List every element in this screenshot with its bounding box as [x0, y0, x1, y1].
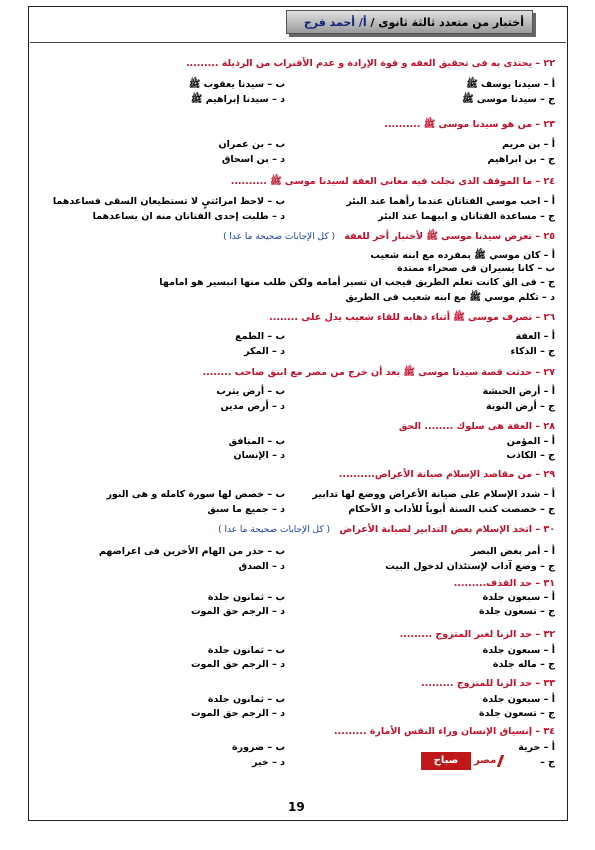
page-number: 19 — [288, 800, 305, 814]
option-c: ج – الكاذب — [506, 450, 555, 461]
option-c: ج – خصصت كتب السنة أبوباً للأداب و الأحكام — [348, 504, 555, 515]
option-a: أ – سبعون جلدة — [482, 694, 555, 705]
question-number: ٢٤ – — [535, 176, 555, 187]
option-d: د – تكلم موسي ﷺ مع ابنه شعيب فى الطريق — [345, 292, 555, 303]
option-b: ب – سيدنا يعقوب ﷺ — [188, 79, 285, 90]
option-b: ب – المنافق — [228, 436, 285, 447]
option-b: ب – ثمانون جلدة — [207, 694, 285, 705]
page-header — [286, 10, 533, 34]
question-24 — [231, 175, 555, 189]
option-d: د – الصدق — [238, 561, 285, 572]
option-a: أ – أمر بغض البصر — [470, 546, 555, 557]
question-29 — [339, 469, 555, 480]
option-a: أ – سيدنا يوسف ﷺ — [466, 79, 555, 90]
option-a: أ – شدد الإسلام على صيانة الأعراض ووضع لها تدابير — [312, 489, 555, 500]
option-b: ب – ثمانون جلدة — [207, 645, 285, 656]
option-d: د – طلبت إحدى الفتاتان منه ان يساعدهما — [92, 211, 285, 222]
question-note: ( كل الإجابات صحيحة ما عدا ) — [218, 525, 330, 535]
option-c: ج – فى الق كانت تعلم الطريق فيجب ان تسير أمامه ولكن طلب منها انيسير هو امامها — [159, 277, 555, 288]
question-33 — [421, 678, 555, 689]
option-b: ب – كانا يسيران فى صحراء ممتدة — [397, 263, 555, 274]
question-text: إنسياق الإنسان وراء النفس الأمارة ......... — [334, 726, 533, 737]
option-a: أ – العفة — [515, 331, 555, 342]
option-a: أ – كان موسي ﷺ بمفرده مع ابنه شعيب — [370, 250, 555, 261]
question-note: ( كل الإجابات صحيحة ما عدا ) — [223, 232, 335, 242]
option-a: أ – احب موسي الفتاتان عندما رأهما عند البئر — [346, 196, 555, 207]
question-text: حد الزنا للمتزوج ......... — [421, 678, 533, 689]
question-number: ٣٠ – — [535, 524, 555, 535]
question-text: يحتذى به فى تحقيق العفه و قوة الإرادة و عدم الأقتراب من الرذيلة ......... — [185, 58, 533, 69]
question-number: ٢٥ – — [535, 231, 555, 242]
question-34 — [334, 726, 555, 737]
option-d: د – أرض مدين — [220, 401, 285, 412]
option-d: د – بن اسحاق — [221, 154, 285, 165]
option-b: ب – خصص لها سورة كامله و هى النور — [106, 489, 285, 500]
option-a: أ – حرية — [518, 742, 555, 753]
option-a: أ – سبعون جلدة — [482, 645, 555, 656]
option-d: د – الإنسان — [233, 450, 285, 461]
option-c: ج – وضع آداب لإستئذان لدخول البيت — [385, 561, 555, 572]
option-d: د – خير — [252, 757, 285, 768]
question-31 — [454, 578, 555, 589]
option-d: د – جميع ما سبق — [207, 504, 285, 515]
option-a: أ – المؤمن — [506, 436, 555, 447]
question-text: تعرض سيدنا موسى ﷺ لأختبار أخر للعفة — [344, 231, 533, 242]
question-number: ٢٩ – — [535, 469, 555, 480]
watermark-logo — [421, 752, 521, 770]
option-c: ج – ماله جلدة — [492, 659, 555, 670]
option-d: د – الرجم حق الموت — [191, 606, 285, 617]
question-text: من مقاصد الإسلام صيانة الأعراض.......... — [338, 469, 533, 480]
option-c: ج – مساعدة الفتاتان و ابيهما عند البئر — [378, 211, 555, 222]
question-text: حدثت قصة سيدنا موسى ﷺ بعد أن خرج من مصر مع ابنق صاحب ........ — [202, 367, 533, 378]
header-author: أ/ أحمد فرج — [303, 16, 367, 29]
question-26 — [269, 311, 555, 325]
top-divider — [30, 42, 566, 43]
option-d: د – الرجم حق الموت — [191, 659, 285, 670]
question-text: حد القذف......... — [453, 578, 533, 589]
question-number: ٣٣ – — [535, 678, 555, 689]
option-c: ج – أرض النوبة — [485, 401, 555, 412]
option-d: د – المكر — [244, 346, 285, 357]
header-title: أختبار من متعدد ثالثة ثانوى — [378, 16, 524, 29]
option-c: ج – تسعون جلدة — [479, 708, 555, 719]
question-number: ٢٧ – — [535, 367, 555, 378]
question-text: اتخذ الإسلام بعض التدابير لصيانة الأعراض — [339, 524, 533, 535]
question-text: تصرف موسى ﷺ أثناء ذهابه للقاء شعيب يدل على ........ — [269, 312, 533, 323]
question-number: ٣٢ – — [535, 629, 555, 640]
question-number: ٢٣ – — [535, 119, 555, 130]
option-b: ب – لاحظ امرائتيٍ لا تستطيعان السقى فساعدهما — [52, 196, 285, 207]
question-number: ٣٤ – — [535, 726, 555, 737]
option-a: أ – سبعون جلدة — [482, 592, 555, 603]
question-30 — [218, 524, 555, 535]
option-b: ب – أرض يثرب — [216, 386, 285, 397]
option-b: ب – حذر من الهام الأخرين فى اعراضهم — [98, 546, 285, 557]
question-number: ٢٦ – — [535, 312, 555, 323]
logo-box: صباح — [421, 752, 471, 770]
logo-mark-icon — [497, 755, 518, 767]
question-text: ما الموقف الذى تجلت فيه معانى العفة لسيدنا موسى ﷺ .......... — [230, 176, 533, 187]
question-text: حد الزنا لغير المتزوج ......... — [399, 629, 533, 640]
question-25 — [223, 230, 555, 244]
question-27 — [202, 366, 555, 380]
option-b: ب – ضرورة — [232, 742, 285, 753]
option-c: ج – — [540, 757, 555, 768]
option-d: د – الرجم حق الموت — [191, 708, 285, 719]
logo-text: مصر — [474, 755, 497, 766]
question-text: من هو سيدنا موسى ﷺ .......... — [384, 119, 533, 130]
question-number: ٢٢ – — [535, 58, 555, 69]
question-22 — [186, 58, 555, 69]
option-c: ج – بن ابراهيم — [487, 154, 555, 165]
option-d: د – سيدنا إبراهيم ﷺ — [190, 94, 285, 105]
option-c: ج – سيدنا موسى ﷺ — [462, 94, 555, 105]
question-number: ٣١ – — [535, 578, 555, 589]
header-separator: / — [370, 16, 375, 29]
option-c: ج – الذكاء — [510, 346, 555, 357]
option-a: أ – بن مريم — [502, 139, 555, 150]
option-b: ب – ثمانون جلدة — [207, 592, 285, 603]
option-b: ب – الطمع — [235, 331, 285, 342]
question-32 — [400, 629, 555, 640]
option-c: ج – تسعون جلدة — [479, 606, 555, 617]
question-28 — [399, 421, 555, 432]
option-a: أ – أرض الحبشة — [482, 386, 555, 397]
question-number: ٢٨ – — [535, 421, 555, 432]
question-23 — [384, 118, 555, 132]
option-b: ب – بن عمران — [218, 139, 285, 150]
question-text: العفة هى سلوك ........ الحق — [398, 421, 533, 432]
